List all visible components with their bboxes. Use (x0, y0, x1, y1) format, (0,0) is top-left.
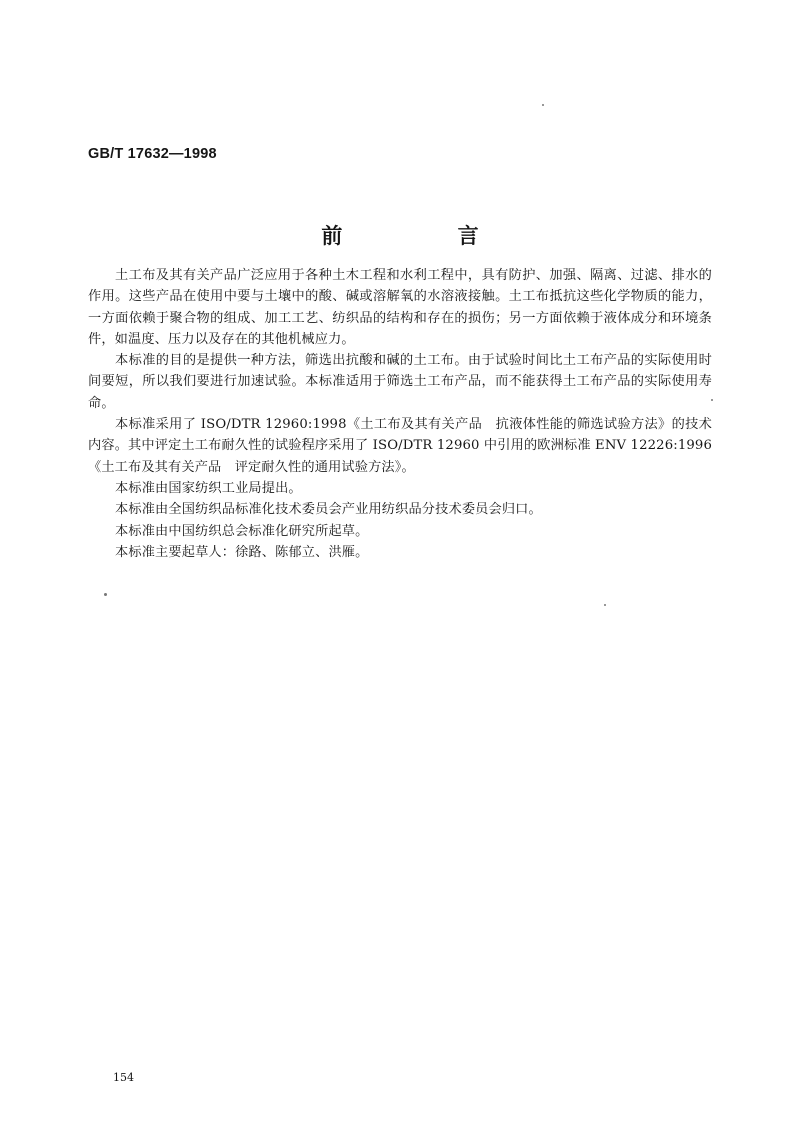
paragraph-drafting-org: 本标准由中国纺织总会标准化研究所起草。 (115, 523, 369, 539)
scan-speck (604, 604, 606, 606)
foreword-body (88, 265, 712, 563)
paragraph-applications: 土工布及其有关产品广泛应用于各种土木工程和水利工程中，具有防护、加强、隔离、过滤、排水的作用。这些产品在使用中要与土壤中的酸、碱或溶解氧的水溶液接触。土工布抵抗这些化学物质的能力，一方面依赖于聚合物的组成、加工工艺、纺织品的结构和存在的损伤；另一方面依赖于液体成分和环境条件，如温度、压力以及存在的其他机械应力。 (88, 268, 712, 347)
page-number: 154 (113, 1071, 134, 1084)
scan-speck (542, 104, 544, 106)
paragraph-drafters: 本标准主要起草人：徐路、陈郁立、洪雁。 (115, 544, 369, 560)
scan-speck (711, 399, 713, 401)
scan-speck (104, 593, 107, 596)
paragraph-proposer: 本标准由国家纺织工业局提出。 (115, 480, 302, 496)
standard-number: GB/T 17632—1998 (88, 146, 217, 162)
paragraph-administrator: 本标准由全国纺织品标准化技术委员会产业用纺织品分技术委员会归口。 (115, 502, 542, 518)
paragraph-purpose: 本标准的目的是提供一种方法，筛选出抗酸和碱的土工布。由于试验时间比土工布产品的实际使用时间要短，所以我们要进行加速试验。本标准适用于筛选土工布产品，而不能获得土工布产品的实际使用寿命。 (88, 353, 712, 411)
paragraph-adoption: 本标准采用了 ISO/DTR 12960:1998《土工布及其有关产品 抗液体性能的筛选试验方法》的技术内容。其中评定土工布耐久性的试验程序采用了 ISO/DTR 12960 中引用的欧洲标准 ENV 12226:1996《土工布及其有关产品 评定耐久性的通用试验方法》。 (88, 417, 712, 475)
foreword-title: 前 言 (321, 224, 533, 248)
